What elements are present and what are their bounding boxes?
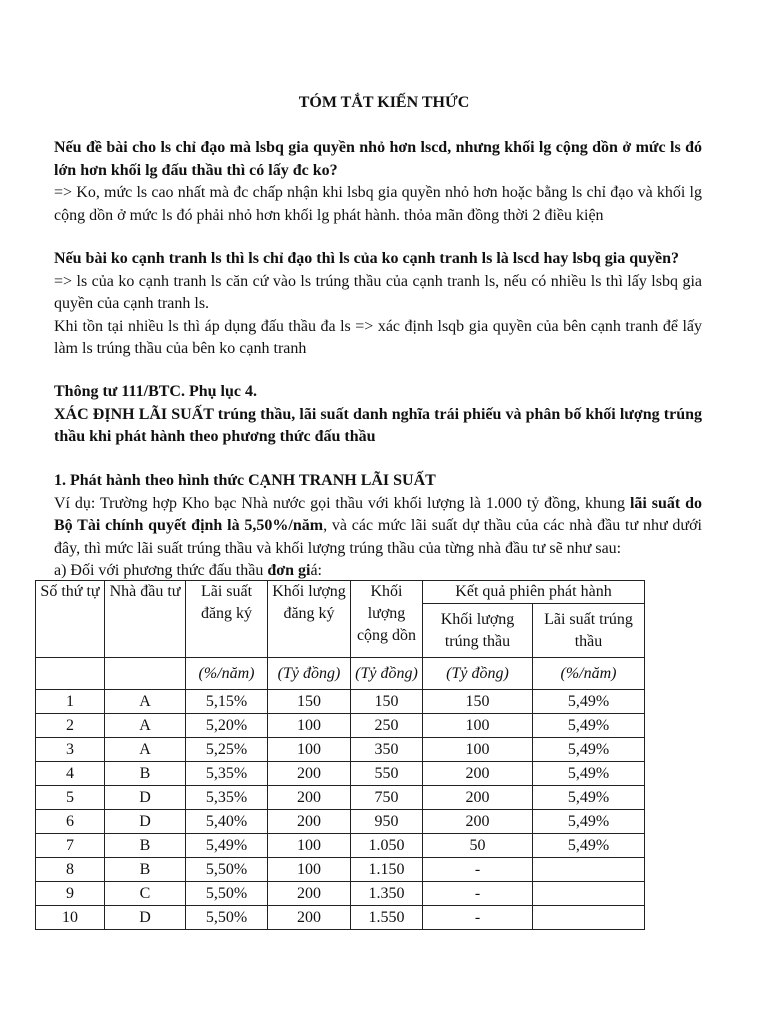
table-row	[36, 714, 645, 738]
cell-cumulative: 150	[351, 690, 423, 714]
cell-investor: B	[105, 762, 186, 786]
example-text-a: Ví dụ: Trường hợp Kho bạc Nhà nước gọi thầu với khối lượng là 1.000 tỷ đồng, khung	[54, 494, 630, 512]
cell-cumulative: 1.550	[351, 906, 423, 930]
cell-stt: 9	[36, 882, 105, 906]
sub-heading-a-end: á:	[310, 562, 322, 579]
cell-volume: 150	[268, 690, 351, 714]
cell-won-volume: 200	[423, 762, 533, 786]
cell-stt: 4	[36, 762, 105, 786]
example-text-b: , và các mức lãi suất dự thầu của các nhà đầu tư như dưới đây, thì mức lãi suất trúng thầu và khối lượng trúng thầu của từng nhà đầu tư sẽ như sau:	[54, 517, 703, 557]
cell-stt: 2	[36, 714, 105, 738]
cell-investor: B	[105, 858, 186, 882]
unit-volume: (Tỷ đồng)	[268, 658, 351, 690]
cell-stt: 5	[36, 786, 105, 810]
table-row	[36, 786, 645, 810]
cell-volume: 100	[268, 858, 351, 882]
cell-won-rate: 5,49%	[533, 810, 645, 834]
unit-rate: (%/năm)	[186, 658, 268, 690]
answer-2: => ls của ko cạnh tranh ls căn cứ vào ls trúng thầu của cạnh tranh ls, nếu có nhiều ls thì lấy lsbq gia quyền của cạnh tranh ls.	[54, 272, 702, 312]
cell-investor: C	[105, 882, 186, 906]
header-won-volume: Khối lượng trúng thầu	[423, 604, 533, 658]
example-paragraph	[54, 493, 702, 561]
cell-cumulative: 1.050	[351, 834, 423, 858]
header-won-rate: Lãi suất trúng thầu	[533, 604, 645, 658]
question-block-2	[54, 248, 702, 361]
cell-won-rate	[533, 906, 645, 930]
unit-won-volume: (Tỷ đồng)	[423, 658, 533, 690]
cell-volume: 100	[268, 738, 351, 762]
circular-reference: Thông tư 111/BTC. Phụ lục 4.	[54, 383, 257, 400]
table-row	[36, 858, 645, 882]
unit-cumulative: (Tỷ đồng)	[351, 658, 423, 690]
cell-volume: 100	[268, 834, 351, 858]
cell-won-volume: 50	[423, 834, 533, 858]
cell-stt: 6	[36, 810, 105, 834]
cell-investor: A	[105, 714, 186, 738]
cell-volume: 200	[268, 810, 351, 834]
question-2: Nếu bài ko cạnh tranh ls thì ls chỉ đạo thì ls của ko cạnh tranh ls là lscd hay lsbq gia quyền?	[54, 250, 680, 267]
cell-won-rate: 5,49%	[533, 762, 645, 786]
header-rate: Lãi suất đăng ký	[186, 581, 268, 658]
cell-volume: 200	[268, 882, 351, 906]
circular-block	[54, 381, 702, 449]
cell-investor: B	[105, 834, 186, 858]
example-text-bold: lãi suất do Bộ Tài chính quyết định là 5,50%/năm	[54, 494, 702, 534]
auction-results-table	[35, 580, 645, 930]
cell-won-volume: -	[423, 906, 533, 930]
page-title: TÓM TẮT KIẾN THỨC	[298, 94, 470, 111]
question-1: Nếu đề bài cho ls chỉ đạo mà lsbq gia quyền nhỏ hơn lscd, nhưng khối lg cộng dồn ở mức ls đó lớn hơn khối lg đấu thầu thì có lấy đc ko?	[54, 139, 702, 179]
cell-rate: 5,50%	[186, 882, 268, 906]
cell-volume: 100	[268, 714, 351, 738]
cell-won-rate: 5,49%	[533, 714, 645, 738]
cell-stt: 8	[36, 858, 105, 882]
cell-rate: 5,40%	[186, 810, 268, 834]
cell-won-rate: 5,49%	[533, 738, 645, 762]
table-row	[36, 738, 645, 762]
cell-won-rate	[533, 858, 645, 882]
sub-heading-a-text: a) Đối với phương thức đấu thầu	[54, 562, 268, 579]
note-2: Khi tồn tại nhiều ls thì áp dụng đấu thầu đa ls => xác định lsqb gia quyền của bên cạnh tranh để lấy làm ls trúng thầu của bên ko cạnh tranh	[54, 317, 702, 357]
cell-rate: 5,50%	[186, 906, 268, 930]
table-row	[36, 690, 645, 714]
cell-cumulative: 250	[351, 714, 423, 738]
cell-investor: D	[105, 906, 186, 930]
cell-rate: 5,50%	[186, 858, 268, 882]
cell-stt: 10	[36, 906, 105, 930]
cell-rate: 5,25%	[186, 738, 268, 762]
cell-rate: 5,35%	[186, 786, 268, 810]
cell-won-rate: 5,49%	[533, 834, 645, 858]
cell-stt: 1	[36, 690, 105, 714]
cell-stt: 3	[36, 738, 105, 762]
cell-investor: D	[105, 786, 186, 810]
header-stt: Số thứ tự	[36, 581, 105, 658]
section-1-heading: 1. Phát hành theo hình thức CẠNH TRANH LÃI SUẤT	[54, 472, 436, 489]
sub-heading-a-bold: đơn gi	[267, 562, 311, 579]
cell-won-rate	[533, 882, 645, 906]
table-row	[36, 834, 645, 858]
cell-investor: A	[105, 690, 186, 714]
header-investor: Nhà đầu tư	[105, 581, 186, 658]
cell-won-volume: 100	[423, 714, 533, 738]
cell-rate: 5,20%	[186, 714, 268, 738]
cell-cumulative: 950	[351, 810, 423, 834]
cell-cumulative: 350	[351, 738, 423, 762]
cell-won-volume: 150	[423, 690, 533, 714]
cell-won-rate: 5,49%	[533, 786, 645, 810]
header-volume: Khối lượng đăng ký	[268, 581, 351, 658]
cell-volume: 200	[268, 786, 351, 810]
cell-rate: 5,15%	[186, 690, 268, 714]
cell-stt: 7	[36, 834, 105, 858]
cell-cumulative: 750	[351, 786, 423, 810]
cell-volume: 200	[268, 762, 351, 786]
table-row	[36, 762, 645, 786]
cell-won-volume: 200	[423, 810, 533, 834]
header-result: Kết quả phiên phát hành	[423, 581, 645, 604]
cell-cumulative: 1.350	[351, 882, 423, 906]
cell-investor: D	[105, 810, 186, 834]
answer-1: => Ko, mức ls cao nhất mà đc chấp nhận khi lsbq gia quyền nhỏ hơn hoặc bằng ls chỉ đạo và khối lg cộng dồn ở mức ls đó phải nhỏ hơn khối lg phát hành. thỏa mãn đồng thời 2 điều kiện	[54, 184, 702, 224]
cell-cumulative: 550	[351, 762, 423, 786]
cell-volume: 200	[268, 906, 351, 930]
question-block-1	[54, 137, 702, 227]
header-cumulative: Khối lượng cộng dồn	[351, 581, 423, 658]
cell-won-volume: 200	[423, 786, 533, 810]
section-1-block	[54, 470, 702, 583]
unit-won-rate: (%/năm)	[533, 658, 645, 690]
table-row	[36, 810, 645, 834]
cell-rate: 5,35%	[186, 762, 268, 786]
cell-won-volume: 100	[423, 738, 533, 762]
table-row	[36, 906, 645, 930]
cell-won-volume: -	[423, 882, 533, 906]
cell-won-rate: 5,49%	[533, 690, 645, 714]
cell-rate: 5,49%	[186, 834, 268, 858]
cell-investor: A	[105, 738, 186, 762]
circular-heading: XÁC ĐỊNH LÃI SUẤT trúng thầu, lãi suất danh nghĩa trái phiếu và phân bố khối lượng trúng thầu khi phát hành theo phương thức đấu thầu	[54, 405, 702, 445]
table-row	[36, 882, 645, 906]
cell-cumulative: 1.150	[351, 858, 423, 882]
cell-won-volume: -	[423, 858, 533, 882]
